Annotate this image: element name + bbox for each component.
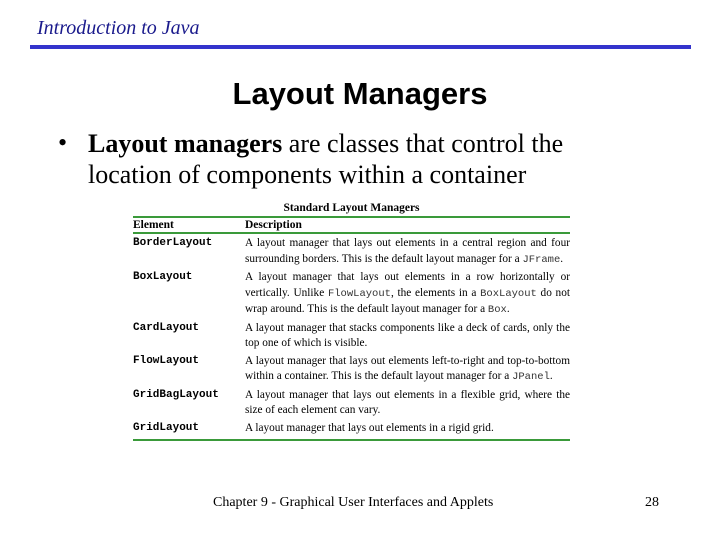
column-header: Description	[245, 219, 302, 231]
table-row	[133, 236, 570, 268]
code-text: JPanel	[512, 371, 550, 383]
description-text: , the elements in a	[390, 286, 481, 299]
bullet-rest: are classes that control the location of components within a container	[88, 129, 564, 189]
element-cell: BoxLayout	[133, 271, 193, 283]
element-cell: BorderLayout	[133, 237, 213, 249]
slide-title: Layout Managers	[232, 76, 488, 111]
description-text: A layout manager that lays out elements left-to-right and top-to-bottom within a container. This is the default layout manager for a	[245, 354, 570, 382]
table-row	[133, 270, 570, 319]
code-text: JFrame	[522, 253, 561, 266]
element-cell: GridLayout	[133, 421, 200, 434]
description-cell	[245, 270, 570, 319]
description-cell	[245, 388, 570, 419]
table-row	[133, 421, 570, 437]
table-rule	[133, 232, 570, 234]
description-text: .	[506, 303, 510, 315]
table-header	[133, 218, 570, 232]
element-cell: GridBagLayout	[133, 388, 219, 401]
code-text: FlowLayout	[327, 287, 391, 300]
column-header: Element	[133, 219, 174, 231]
bullet-text	[88, 128, 648, 190]
description-text: A layout manager that lays out elements in a flexible grid, where the size of each element can vary.	[245, 388, 570, 416]
layout-managers-table	[133, 202, 570, 441]
bullet-icon: •	[58, 128, 68, 157]
description-cell	[245, 321, 570, 352]
element-cell: FlowLayout	[133, 354, 200, 367]
description-text: A layout manager that lays out elements in a rigid grid.	[245, 421, 494, 434]
table-rule	[133, 439, 570, 441]
description-text: A layout manager that stacks components like a deck of cards, only the top one of which is visible.	[245, 321, 570, 349]
header-divider	[30, 45, 691, 49]
description-text: .	[560, 252, 564, 265]
description-cell	[245, 236, 570, 268]
bullet-bold: Layout managers	[88, 129, 283, 158]
element-cell: CardLayout	[133, 321, 200, 334]
slide-header: Introduction to Java	[37, 17, 200, 39]
description-text: A layout manager that lays out elements in a central region and four surrounding borders. This is the default layout manager for a	[245, 237, 570, 265]
slide-footer: Chapter 9 - Graphical User Interfaces and Applets	[213, 495, 494, 510]
code-text: Box	[487, 304, 507, 316]
description-cell	[245, 354, 570, 386]
table-row	[133, 354, 570, 386]
description-cell	[245, 421, 570, 437]
table-row	[133, 388, 570, 419]
table-title: Standard Layout Managers	[283, 202, 420, 214]
code-text: BoxLayout	[480, 287, 537, 300]
page-number: 28	[645, 495, 659, 510]
description-text: .	[549, 370, 553, 382]
table-row	[133, 321, 570, 352]
description-text: A layout manager that lays out elements in a row horizontally or vertically. Unlike	[245, 271, 570, 299]
description-text: do not wrap around. This is the default layout manager for a	[245, 286, 570, 315]
